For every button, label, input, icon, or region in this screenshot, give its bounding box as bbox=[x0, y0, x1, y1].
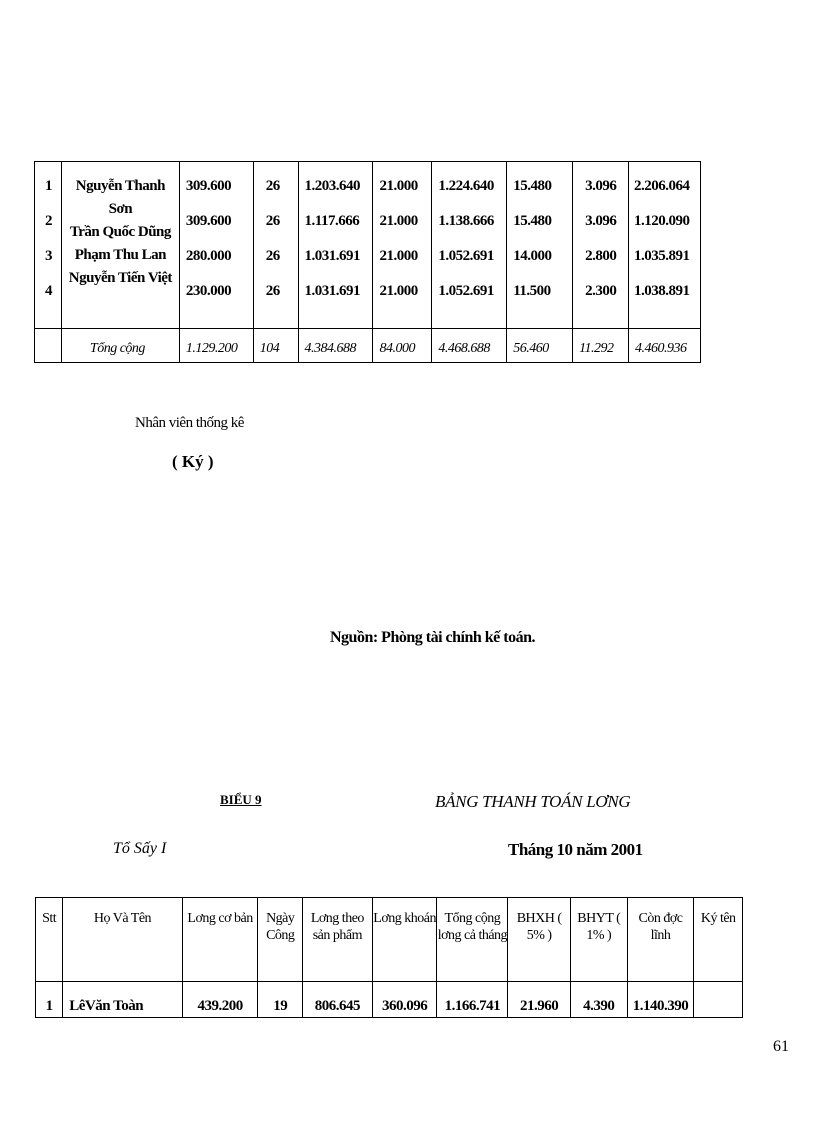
row-fixed-salary: 360.096 bbox=[372, 982, 437, 1018]
name-cell: Nguyễn Thanh Sơn Trần Quốc Dũng Phạm Thu Lan Nguyễn Tiến Việt bbox=[61, 162, 179, 329]
header-fixed-salary: Lơng khoán bbox=[372, 898, 437, 982]
header-stt: Stt bbox=[36, 898, 63, 982]
document-title: BẢNG THANH TOÁN LƠNG bbox=[435, 792, 631, 811]
header-net-pay: Còn đợc lĩnh bbox=[627, 898, 694, 982]
row-signature bbox=[694, 982, 743, 1018]
workdays-cell: 26 26 26 26 bbox=[253, 162, 298, 329]
header-product-salary: Lơng theo sản phẩm bbox=[302, 898, 372, 982]
bieu-label: BIỂU 9 bbox=[220, 792, 262, 807]
row-workdays: 19 bbox=[258, 982, 303, 1018]
month-label: Tháng 10 năm 2001 bbox=[508, 840, 643, 859]
total-salary-cell: 1.224.640 1.138.666 1.052.691 1.052.691 bbox=[432, 162, 507, 329]
total-empty-cell bbox=[35, 329, 62, 363]
header-total-salary: Tổng cộng lơng cả tháng bbox=[437, 898, 508, 982]
header-bhxh: BHXH ( 5% ) bbox=[508, 898, 571, 982]
page-number: 61 bbox=[773, 1038, 789, 1055]
total-value: 4.468.688 bbox=[432, 329, 507, 363]
total-value: 11.292 bbox=[573, 329, 629, 363]
salary-table-bottom bbox=[35, 897, 743, 1018]
product-salary-cell: 1.203.640 1.117.666 1.031.691 1.031.691 bbox=[298, 162, 373, 329]
base-salary-cell: 309.600 309.600 280.000 230.000 bbox=[179, 162, 253, 329]
row-bhxh: 21.960 bbox=[508, 982, 571, 1018]
total-value: 56.460 bbox=[507, 329, 573, 363]
header-base-salary: Lơng cơ bản bbox=[182, 898, 258, 982]
bhyt-cell: 3.096 3.096 2.800 2.300 bbox=[573, 162, 629, 329]
header-bhyt: BHYT ( 1% ) bbox=[570, 898, 627, 982]
total-value: 4.460.936 bbox=[629, 329, 701, 363]
stt-cell: 1 2 3 4 bbox=[35, 162, 62, 329]
row-total-salary: 1.166.741 bbox=[437, 982, 508, 1018]
net-pay-cell: 2.206.064 1.120.090 1.035.891 1.038.891 bbox=[629, 162, 701, 329]
signer-sign: ( Ký ) bbox=[172, 452, 214, 471]
signer-title: Nhân viên thống kê bbox=[135, 415, 244, 431]
salary-table-top bbox=[34, 161, 701, 363]
row-net-pay: 1.140.390 bbox=[627, 982, 694, 1018]
row-bhyt: 4.390 bbox=[570, 982, 627, 1018]
header-signature: Ký tên bbox=[694, 898, 743, 982]
bhxh-cell: 15.480 15.480 14.000 11.500 bbox=[507, 162, 573, 329]
total-label: Tổng cộng bbox=[61, 329, 179, 363]
table-row bbox=[36, 982, 743, 1018]
total-value: 4.384.688 bbox=[298, 329, 373, 363]
row-product-salary: 806.645 bbox=[302, 982, 372, 1018]
row-stt: 1 bbox=[36, 982, 63, 1018]
source-note: Nguồn: Phòng tài chính kế toán. bbox=[330, 629, 535, 646]
team-label: Tổ Sấy I bbox=[113, 840, 167, 857]
row-name: LêVăn Toàn bbox=[63, 982, 182, 1018]
total-value: 84.000 bbox=[373, 329, 432, 363]
total-value: 1.129.200 bbox=[179, 329, 253, 363]
total-value: 104 bbox=[253, 329, 298, 363]
header-workdays: Ngày Công bbox=[258, 898, 303, 982]
header-name: Họ Và Tên bbox=[63, 898, 182, 982]
row-base-salary: 439.200 bbox=[182, 982, 258, 1018]
fixed-salary-cell: 21.000 21.000 21.000 21.000 bbox=[373, 162, 432, 329]
